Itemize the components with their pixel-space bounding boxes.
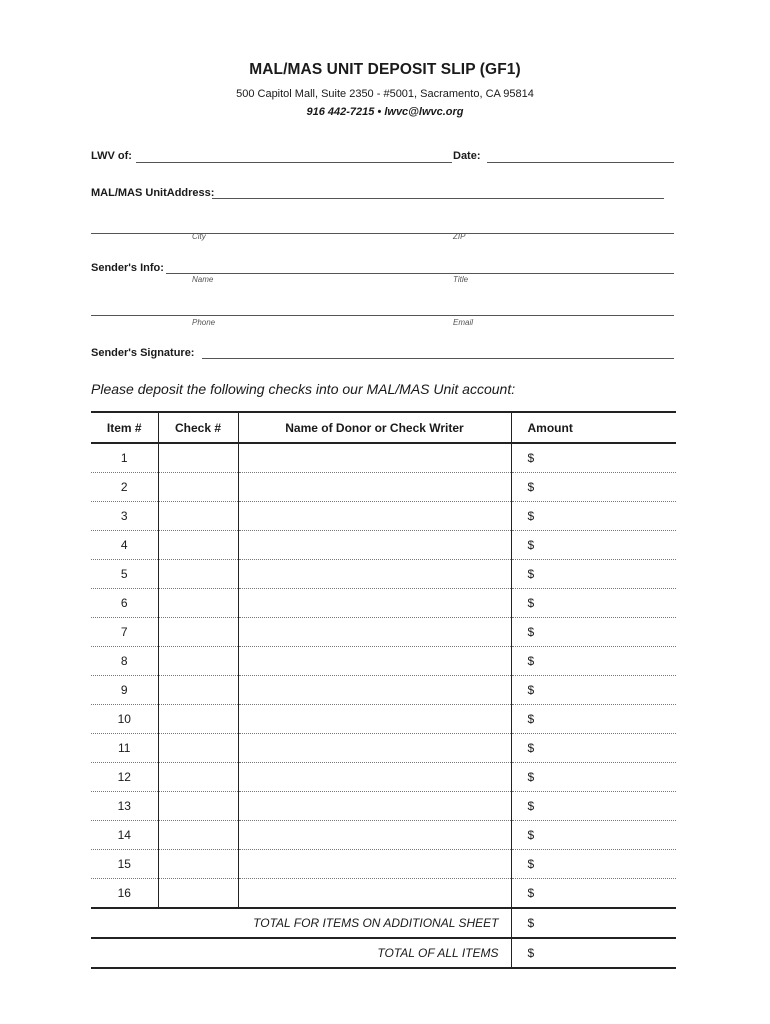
check-number-cell[interactable] (158, 531, 238, 560)
amount-cell[interactable]: $ (511, 879, 676, 909)
item-number-cell: 12 (91, 763, 158, 792)
check-number-cell[interactable] (158, 705, 238, 734)
zip-caption: ZIP (453, 232, 466, 241)
amount-cell[interactable]: $ (511, 618, 676, 647)
amount-cell[interactable]: $ (511, 531, 676, 560)
amount-cell[interactable]: $ (511, 792, 676, 821)
donor-name-cell[interactable] (238, 734, 511, 763)
amount-cell[interactable]: $ (511, 589, 676, 618)
table-row (91, 502, 676, 531)
lwv-of-label: LWV of: (91, 150, 132, 162)
item-number-cell: 14 (91, 821, 158, 850)
item-number-cell: 9 (91, 676, 158, 705)
lwv-of-field[interactable] (136, 162, 452, 163)
amount-cell[interactable]: $ (511, 705, 676, 734)
amount-cell[interactable]: $ (511, 502, 676, 531)
senders-info-label: Sender's Info: (91, 262, 164, 274)
item-number-cell: 1 (91, 443, 158, 473)
check-number-cell[interactable] (158, 850, 238, 879)
header-donor-name: Name of Donor or Check Writer (238, 412, 511, 443)
donor-name-cell[interactable] (238, 647, 511, 676)
table-row (91, 560, 676, 589)
item-number-cell: 3 (91, 502, 158, 531)
total-additional-amount[interactable]: $ (511, 908, 676, 938)
item-number-cell: 5 (91, 560, 158, 589)
check-number-cell[interactable] (158, 734, 238, 763)
table-row (91, 792, 676, 821)
checks-table (91, 411, 676, 969)
table-row (91, 705, 676, 734)
city-caption: City (192, 232, 206, 241)
table-row (91, 589, 676, 618)
table-row (91, 473, 676, 502)
amount-cell[interactable]: $ (511, 676, 676, 705)
header-item-number: Item # (91, 412, 158, 443)
amount-cell[interactable]: $ (511, 443, 676, 473)
amount-cell[interactable]: $ (511, 734, 676, 763)
check-number-cell[interactable] (158, 879, 238, 909)
item-number-cell: 15 (91, 850, 158, 879)
header-amount: Amount (511, 412, 676, 443)
donor-name-cell[interactable] (238, 589, 511, 618)
donor-name-cell[interactable] (238, 676, 511, 705)
amount-cell[interactable]: $ (511, 560, 676, 589)
city-zip-field[interactable] (91, 233, 674, 234)
deposit-instructions: Please deposit the following checks into our MAL/MAS Unit account: (91, 381, 516, 397)
header-check-number: Check # (158, 412, 238, 443)
check-number-cell[interactable] (158, 618, 238, 647)
item-number-cell: 2 (91, 473, 158, 502)
email-caption: Email (453, 318, 474, 327)
table-row (91, 763, 676, 792)
check-number-cell[interactable] (158, 443, 238, 473)
check-number-cell[interactable] (158, 647, 238, 676)
item-number-cell: 8 (91, 647, 158, 676)
form-title: MAL/MAS UNIT DEPOSIT SLIP (GF1) (249, 61, 521, 78)
amount-cell[interactable]: $ (511, 763, 676, 792)
check-number-cell[interactable] (158, 821, 238, 850)
donor-name-cell[interactable] (238, 763, 511, 792)
phone-caption: Phone (192, 318, 216, 327)
table-row (91, 676, 676, 705)
name-caption: Name (192, 275, 214, 284)
donor-name-cell[interactable] (238, 705, 511, 734)
donor-name-cell[interactable] (238, 502, 511, 531)
signature-field[interactable] (202, 358, 674, 359)
unit-address-field[interactable] (212, 198, 664, 199)
check-number-cell[interactable] (158, 792, 238, 821)
organization-contact: 916 442-7215 • lwvc@lwvc.org (306, 106, 464, 118)
date-label: Date: (453, 150, 481, 162)
amount-cell[interactable]: $ (511, 850, 676, 879)
table-row (91, 618, 676, 647)
table-row (91, 850, 676, 879)
title-caption: Title (453, 275, 469, 284)
donor-name-cell[interactable] (238, 850, 511, 879)
organization-address: 500 Capitol Mall, Suite 2350 - #5001, Sacramento, CA 95814 (236, 88, 534, 100)
donor-name-cell[interactable] (238, 531, 511, 560)
check-number-cell[interactable] (158, 473, 238, 502)
donor-name-cell[interactable] (238, 792, 511, 821)
item-number-cell: 7 (91, 618, 158, 647)
item-number-cell: 11 (91, 734, 158, 763)
table-row (91, 443, 676, 473)
donor-name-cell[interactable] (238, 618, 511, 647)
item-number-cell: 4 (91, 531, 158, 560)
amount-cell[interactable]: $ (511, 647, 676, 676)
table-row (91, 647, 676, 676)
donor-name-cell[interactable] (238, 879, 511, 909)
total-all-amount[interactable]: $ (511, 938, 676, 968)
date-field[interactable] (487, 162, 674, 163)
amount-cell[interactable]: $ (511, 473, 676, 502)
total-all-label: TOTAL OF ALL ITEMS (91, 938, 511, 968)
total-additional-row (91, 908, 676, 938)
phone-email-field[interactable] (91, 315, 674, 316)
signature-label: Sender's Signature: (91, 347, 195, 359)
donor-name-cell[interactable] (238, 443, 511, 473)
check-number-cell[interactable] (158, 676, 238, 705)
donor-name-cell[interactable] (238, 821, 511, 850)
check-number-cell[interactable] (158, 763, 238, 792)
table-row (91, 531, 676, 560)
table-header-row (91, 412, 676, 443)
senders-info-field[interactable] (166, 273, 674, 274)
donor-name-cell[interactable] (238, 473, 511, 502)
check-number-cell[interactable] (158, 560, 238, 589)
amount-cell[interactable]: $ (511, 821, 676, 850)
table-row (91, 879, 676, 909)
total-all-row (91, 938, 676, 968)
donor-name-cell[interactable] (238, 560, 511, 589)
total-additional-label: TOTAL FOR ITEMS ON ADDITIONAL SHEET (91, 908, 511, 938)
item-number-cell: 13 (91, 792, 158, 821)
item-number-cell: 16 (91, 879, 158, 909)
check-number-cell[interactable] (158, 502, 238, 531)
item-number-cell: 10 (91, 705, 158, 734)
table-row (91, 821, 676, 850)
check-number-cell[interactable] (158, 589, 238, 618)
unit-address-label: MAL/MAS UnitAddress: (91, 187, 215, 199)
item-number-cell: 6 (91, 589, 158, 618)
table-row (91, 734, 676, 763)
